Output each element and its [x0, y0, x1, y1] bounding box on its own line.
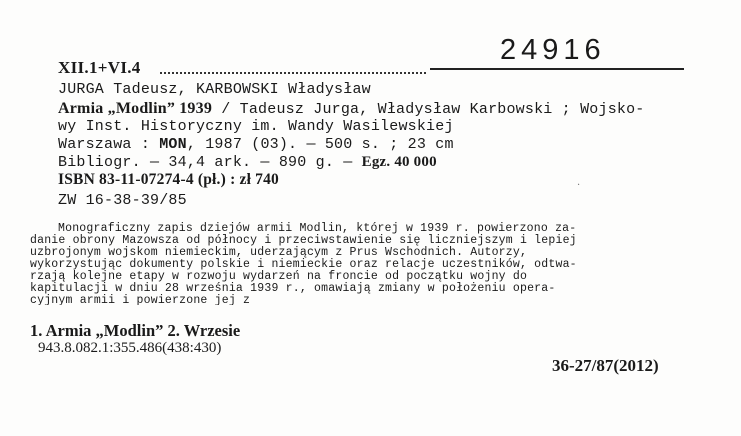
extent-line [58, 154, 437, 171]
abstract-line-truncated: cyjnym armii i powierzone jej z [30, 294, 251, 305]
extent-text: Bibliogr. — 34,4 ark. — 890 g. — [58, 154, 362, 171]
title-bold: Armia „Modlin” 1939 [58, 100, 213, 117]
title-continuation: wy Inst. Historyczny im. Wandy Wasilewskiej [58, 118, 454, 135]
isbn-line: ISBN 83-11-07274-4 (pł.) : zł 740 [58, 171, 280, 188]
abstract-line: danie obrony Mazowsza od północy i przeciwstawienie się liczniejszym i lepiej [30, 234, 577, 247]
abstract-line: Monograficzny zapis dziejów armii Modlin, której w 1939 r. powierzono za- [58, 222, 577, 235]
author-heading: JURGA Tadeusz, KARBOWSKI Władysław [58, 81, 371, 98]
title-line [58, 100, 645, 118]
dotted-rule [160, 72, 426, 74]
subject-headings: 1. Armia „Modlin” 2. Wrzesie [30, 321, 241, 340]
abstract-line: rzają kolejne etapy w rozwoju wydarzeń na froncie od początku wojny do [30, 270, 528, 283]
imprint-details: , 1987 (03). — 500 s. ; 23 cm [186, 136, 454, 153]
title-responsibility: / Tadeusz Jurga, Władysław Karbowski ; Wojsko- [212, 101, 645, 118]
accession-number: 24916 [500, 34, 606, 66]
abstract-line: wykorzystując dokumenty polskie i niemieckie oraz relacje uczestników, odtwa- [30, 258, 577, 271]
abstract-line: uzbrojonym wojskom niemieckim, uderzającym z Prus Wschodnich. Autorzy, [30, 246, 528, 259]
copies-count: Egz. 40 000 [361, 154, 437, 170]
classification-code: XII.1+VI.4 [58, 58, 141, 77]
imprint-place: Warszawa : [58, 136, 160, 153]
imprint-line [58, 136, 454, 153]
zw-number: ZW 16-38-39/85 [58, 192, 187, 209]
accession-underline [430, 68, 684, 70]
catalog-card-number: 36-27/87(2012) [552, 356, 659, 375]
imprint-publisher: MON [159, 136, 187, 153]
udc-classification: 943.8.082.1:355.486(438:430) [38, 340, 222, 356]
abstract-line: kapitulacji w dniu 28 września 1939 r., omawiają zmiany w położeniu opera- [30, 282, 556, 295]
stray-mark: · [577, 180, 581, 191]
